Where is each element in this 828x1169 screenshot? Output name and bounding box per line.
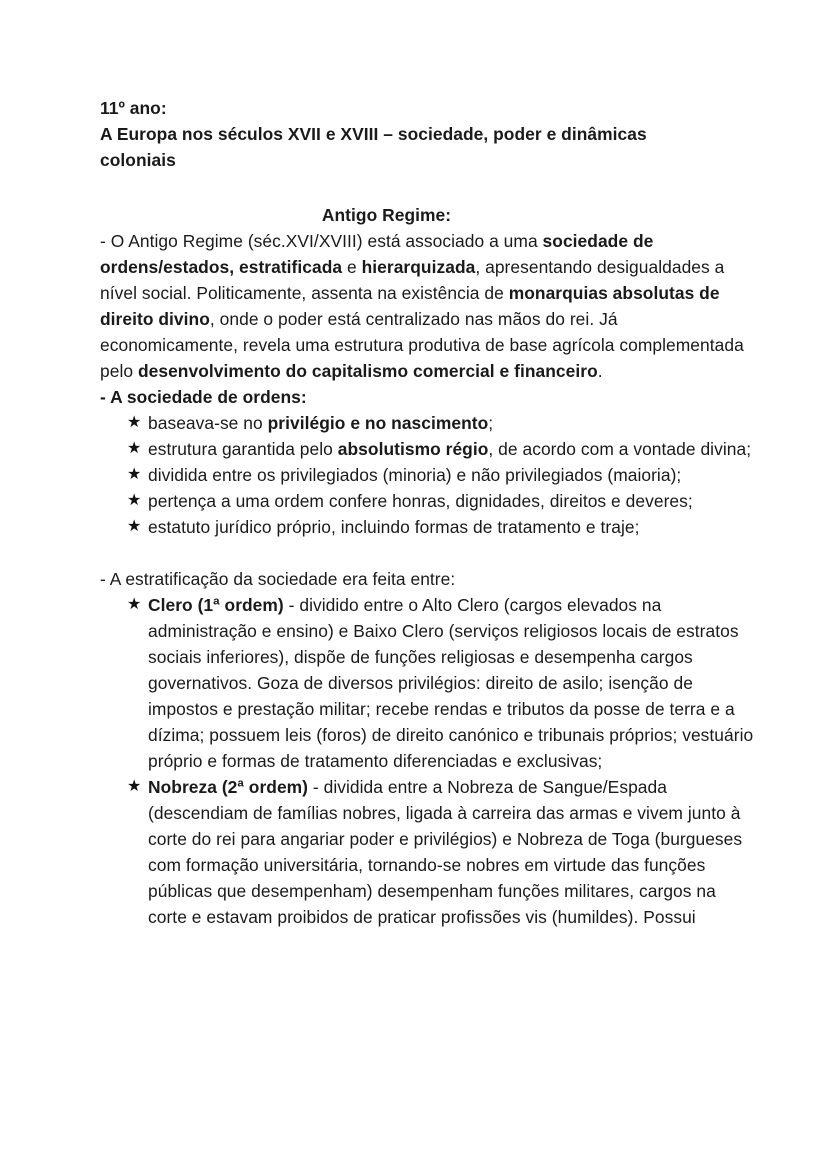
body-text: baseava-se no [148, 413, 268, 433]
star-bullet-icon: ★ [127, 414, 142, 431]
list-item-text [148, 514, 755, 540]
list-item-text [148, 410, 755, 436]
section-spacer [100, 540, 755, 566]
list-item [100, 514, 755, 540]
body-text: e [342, 257, 362, 277]
body-text: - dividida entre a Nobreza de Sangue/Espada (descendiam de famílias nobres, ligada à carreira das armas e vivem junto à corte do rei para angariar poder e privilégios) e Nobreza de Toga (burgueses com formação universitária, tornando-se nobres em virtude das funções públicas que desempenham) desempenham funções militares, cargos na corte e estavam proibidos de praticar profissões vis (humildes). Possui [148, 777, 743, 927]
title-line-2: A Europa nos séculos XVII e XVIII – sociedade, poder e dinâmicas [100, 124, 647, 144]
document-body [100, 95, 755, 930]
section-lead-1: - A estratificação da sociedade era feita entre: [100, 569, 456, 589]
emphasis-text: sociedade de ordens/estados, estratificada [100, 231, 654, 277]
body-text: , onde o poder está centralizado nas mãos do rei. Já economicamente, revela uma estrutura produtiva de base agrícola complementada pelo [100, 309, 744, 381]
body-text: dividida entre os privilegiados (minoria) e não privilegiados (maioria); [148, 465, 682, 485]
body-text: estrutura garantida pelo [148, 439, 338, 459]
body-text: estatuto jurídico próprio, incluindo formas de tratamento e traje; [148, 517, 640, 537]
section-lead-0: - A sociedade de ordens: [100, 387, 307, 407]
emphasis-text: Nobreza (2ª ordem) [148, 777, 309, 797]
list-item-text [148, 592, 755, 774]
emphasis-text: desenvolvimento do capitalismo comercial e financeiro [137, 361, 598, 381]
emphasis-text: privilégio e no nascimento [267, 413, 489, 433]
emphasis-text: hierarquizada [361, 257, 476, 277]
list-item [100, 462, 755, 488]
body-text: - dividido entre o Alto Clero (cargos elevados na administração e ensino) e Baixo Clero (serviços religiosos locais de estratos sociais inferiores), dispõe de funções religiosas e desempenha cargos governativos. Goza de diversos privilégios: direito de asilo; isenção de impostos e prestação militar; recebe rendas e tributos da posse de terra e a dízima; possuem leis (foros) de direito canónico e tribunais próprios; vestuário próprio e formas de tratamento diferenciadas e exclusivas; [148, 595, 754, 771]
body-text: ; [488, 413, 494, 433]
star-list-1 [100, 592, 755, 930]
list-item [100, 592, 755, 774]
sections-container [100, 384, 755, 930]
title-line-3: coloniais [100, 150, 176, 170]
body-text: , de acordo com a vontade divina; [488, 439, 752, 459]
page-title [100, 95, 755, 173]
emphasis-text: absolutismo régio [337, 439, 489, 459]
title-line-1: 11º ano: [100, 98, 167, 118]
list-item [100, 488, 755, 514]
body-text: - O Antigo Regime (séc.XVI/XVIII) está associado a uma [100, 231, 543, 251]
star-bullet-icon: ★ [127, 466, 142, 483]
star-bullet-icon: ★ [127, 778, 142, 795]
star-bullet-icon: ★ [127, 440, 142, 457]
section-heading-antigo-regime: Antigo Regime: [321, 205, 452, 225]
intro-paragraph [100, 228, 755, 384]
list-item-text [148, 488, 755, 514]
emphasis-text: monarquias absolutas de direito divino [100, 283, 720, 329]
list-item [100, 410, 755, 436]
body-text: pertença a uma ordem confere honras, dignidades, direitos e deveres; [148, 491, 693, 511]
list-item-text [148, 436, 755, 462]
star-bullet-icon: ★ [127, 596, 142, 613]
body-text: . [597, 361, 603, 381]
list-item [100, 436, 755, 462]
star-list-0 [100, 410, 755, 540]
body-text: , apresentando desigualdades a nível social. Politicamente, assenta na existência de [100, 257, 725, 303]
star-bullet-icon: ★ [127, 518, 142, 535]
star-bullet-icon: ★ [127, 492, 142, 509]
list-item-text [148, 462, 755, 488]
list-item-text [148, 774, 755, 930]
emphasis-text: Clero (1ª ordem) [148, 595, 284, 615]
list-item [100, 774, 755, 930]
